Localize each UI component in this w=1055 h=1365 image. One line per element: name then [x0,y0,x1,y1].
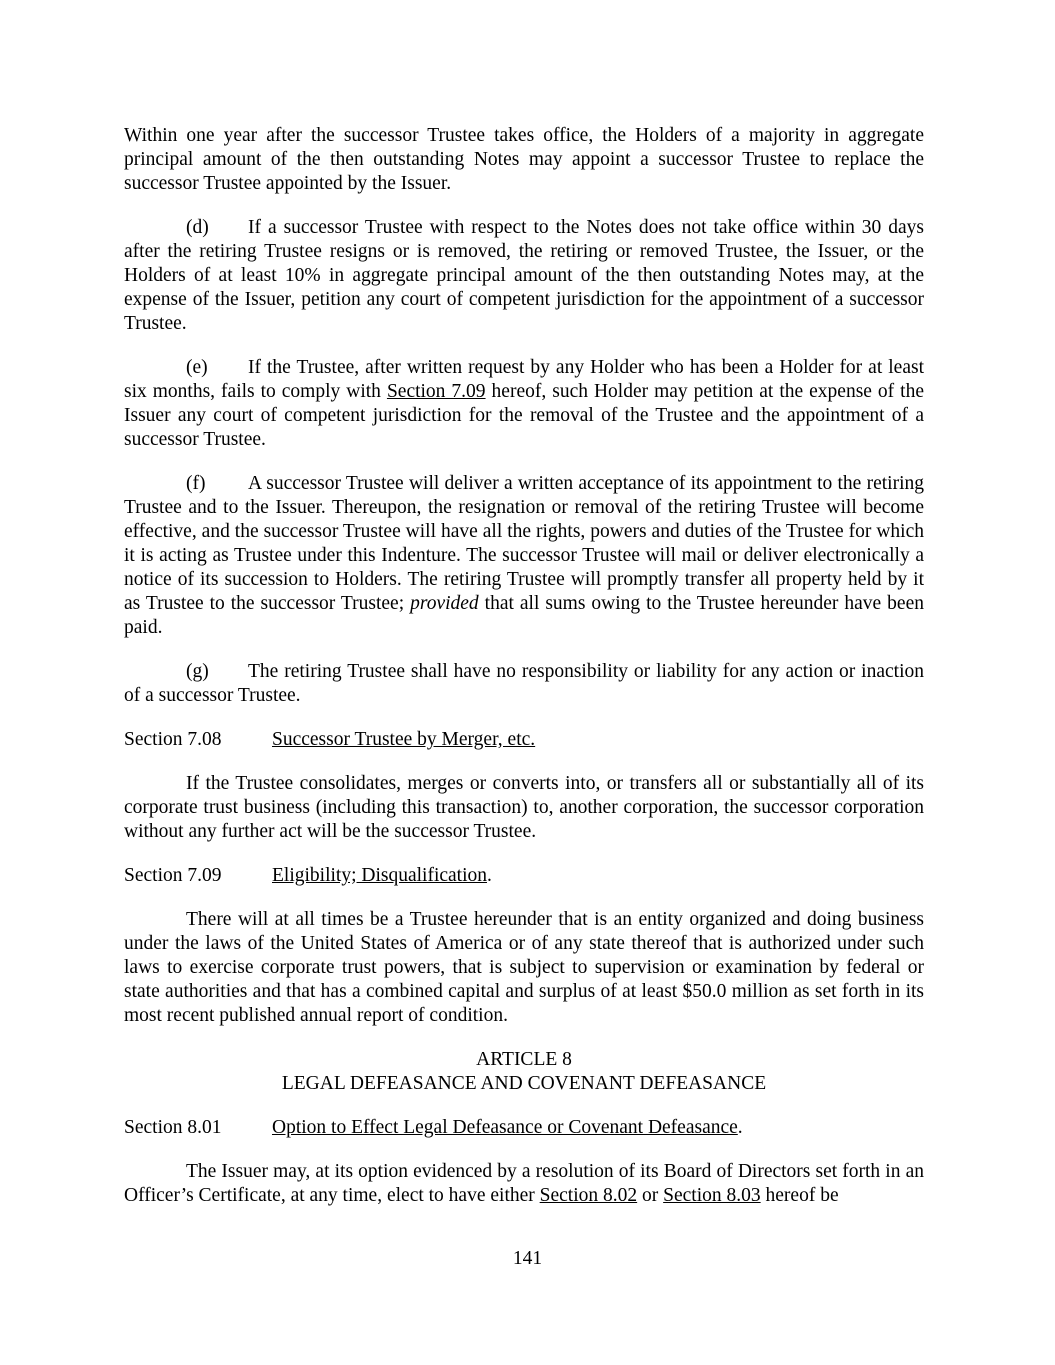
paragraph-successor-replacement: Within one year after the successor Trustee takes office, the Holders of a majority in aggregate principal amount of the then outstanding Notes may appoint a successor Trustee to replace the successor Trustee appointed by the Issuer. [124,125,924,194]
paragraph-section-7-09: There will at all times be a Trustee hereunder that is an entity organized and doing business under the laws of the United States of America or of any state thereof that is authorized under such laws to exercise corporate trust powers, that is subject to supervision or examination by federal or state authorities and that has a combined capital and surplus of at least $50.0 million as set forth in its most recent published annual report of condition. [124,909,924,1026]
paragraph-d-text: If a successor Trustee with respect to the Notes does not take office within 30 days after the retiring Trustee resigns or is removed, the retiring or removed Trustee, the Issuer, or the Holders of at least 10% in aggregate principal amount of the then outstanding Notes may, at the expense of the Issuer, petition any court of competent jurisdiction for the appointment of a successor Trustee. [124,217,924,334]
paragraph-8-01-text-1: The Issuer may, at its option evidenced by a resolution of its Board of Directors set forth in an Officer’s Certificate, at any time, elect to have either [124,1161,924,1206]
paragraph-section-8-01 [124,1160,924,1208]
section-heading-7-09: Section 7.09 Eligibility; Disqualification. [124,865,492,886]
article-number: ARTICLE 8 [476,1049,572,1070]
page-number: 141 [512,1248,543,1269]
paragraph-e [124,356,924,452]
document-page [124,124,924,1228]
section-7-09-reference: Section 7.09 [386,381,486,402]
section-8-02-reference: Section 8.02 [539,1185,638,1206]
article-heading [124,1048,924,1096]
paragraph-8-01-text-2: hereof be [760,1185,839,1206]
paragraph-f-text-1: A successor Trustee will deliver a written acceptance of its appointment to the retiring Trustee and to the Issuer. Thereupon, the resignation or removal of the retiring Trustee will become effective, and the successor Trustee will have all the rights, powers and duties of the Trustee for which it is acting as Trustee under this Indenture. The successor Trustee will mail or deliver electronically a notice of its succession to Holders. The retiring Trustee will promptly transfer all property held by it as Trustee to the successor Trustee; [124,473,924,614]
section-heading-7-08 [124,728,924,752]
paragraph-e-text-1: If the Trustee, after written request by any Holder who has been a Holder for at least six months, fails to comply with [124,357,924,402]
section-title: Successor Trustee by Merger, etc. [272,729,536,750]
paragraph-section-7-08: If the Trustee consolidates, merges or converts into, or transfers all or substantially all of its corporate trust business (including this transaction) to, another corporation, the successor corporation without any further act will be the successor Trustee. [124,773,924,842]
section-number: Section 7.09 [124,865,222,886]
section-heading-8-01: Section 8.01 Option to Effect Legal Defeasance or Covenant Defeasance. [124,1117,743,1138]
section-8-03-reference: Section 8.03 [663,1185,761,1206]
section-title: Option to Effect Legal Defeasance or Covenant Defeasance [272,1117,738,1138]
paragraph-e-text-2: hereof, such Holder may petition at the expense of the Issuer any court of competent jurisdiction for the removal of the Trustee and the appointment of a successor Trustee. [124,381,924,450]
item-label-f: (f) [186,473,206,494]
paragraph-f-text-2: that all sums owing to the Trustee hereunder have been paid. [124,593,924,638]
paragraph-g [124,660,924,708]
section-number: Section 8.01 [124,1117,222,1138]
item-label-e: (e) [186,357,208,378]
section-title: Eligibility; Disqualification [272,865,488,886]
item-label-g: (g) [186,661,209,682]
provided-italic: provided [410,593,479,614]
paragraph-d [124,216,924,336]
conjunction-or: or [637,1185,664,1206]
paragraph-f [124,472,924,640]
article-title: LEGAL DEFEASANCE AND COVENANT DEFEASANCE [281,1073,767,1094]
section-number: Section 7.08 [124,729,222,750]
paragraph-g-text: The retiring Trustee shall have no responsibility or liability for any action or inaction of a successor Trustee. [124,661,924,706]
item-label-d: (d) [186,217,209,238]
